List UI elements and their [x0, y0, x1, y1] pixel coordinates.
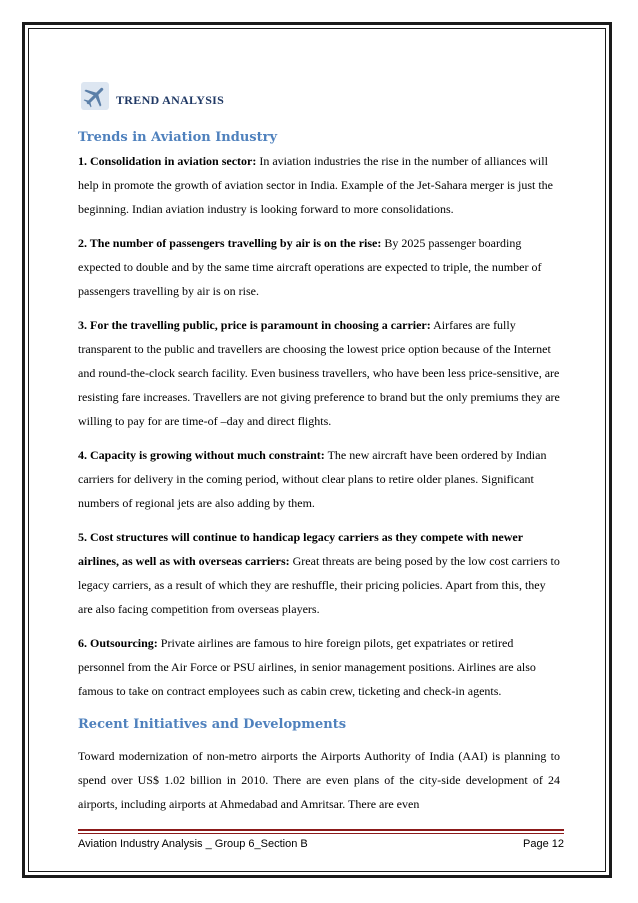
trend-item-6: [78, 631, 560, 703]
airplane-icon: [80, 81, 110, 111]
section-heading: TREND ANALYSIS: [116, 92, 225, 107]
trend-analysis-heading: [80, 78, 560, 114]
trend-item-3: [78, 313, 560, 433]
footer-document-title: Aviation Industry Analysis _ Group 6_Section B: [78, 838, 308, 850]
initiatives-paragraph: Toward modernization of non-metro airports the Airports Authority of India (AAI) is planning to spend over US$ 1.02 billion in 2010. There are even plans of the city-side development of 24 airports, including airports at Ahmedabad and Amritsar. There are even: [78, 749, 560, 811]
trend-item-text: In aviation industries the rise in the number of alliances will help in promote the growth of aviation sector in India. Example of the Jet-Sahara merger is just the beginning. Indian aviation industry is looking forward to more consolidations.: [78, 154, 553, 216]
trend-item-label: 2. The number of passengers travelling by air is on the rise:: [78, 236, 382, 250]
trend-item-text: The new aircraft have been ordered by Indian carriers for delivery in the coming period, without clear plans to retire older planes. Significant numbers of regional jets are also adding by them.: [78, 448, 547, 510]
trend-item-1: [78, 149, 560, 221]
trend-item-text: By 2025 passenger boarding expected to double and by the same time aircraft operations are expected to triple, the number of passengers travelling by air is on rise.: [78, 236, 542, 298]
trend-item-label: 6. Outsourcing:: [78, 636, 158, 650]
trend-item-label: 5. Cost structures will continue to handicap legacy carriers as they compete with newer airlines, as well as with overseas carriers:: [78, 530, 523, 568]
trend-item-text: Private airlines are famous to hire foreign pilots, get expatriates or retired personnel from the Air Force or PSU airlines, in senior management positions. Airlines are also famous to take on contract employees such as cabin crew, ticketing and check-in agents.: [78, 636, 536, 698]
page-footer: [78, 838, 564, 854]
trend-item-label: 3. For the travelling public, price is paramount in choosing a carrier:: [78, 318, 431, 332]
page-content: [78, 78, 560, 816]
trend-item-text: Great threats are being posed by the low cost carriers to legacy carriers, as a result of which they are reshuffle, their pricing policies. Apart from this, they are also facing competition from overseas players.: [78, 554, 560, 616]
trend-item-2: [78, 231, 560, 303]
trend-item-4: [78, 443, 560, 515]
trend-item-text: Airfares are fully transparent to the public and travellers are choosing the lowest price option because of the Internet and round-the-clock search facility. Even business travellers, who have been less price-sensitive, are resisting fare increases. Travellers are not giving preference to brand but the only premiums they are willing to pay for are time-of –day and direct flights.: [78, 318, 560, 428]
trend-item-5: [78, 525, 560, 621]
footer-divider-thin: [78, 833, 564, 834]
initiatives-title: Recent Initiatives and Developments: [78, 717, 347, 732]
footer-divider: [78, 829, 564, 831]
trend-item-label: 4. Capacity is growing without much constraint:: [78, 448, 325, 462]
trend-item-label: 1. Consolidation in aviation sector:: [78, 154, 257, 168]
trends-title: Trends in Aviation Industry: [78, 130, 278, 145]
footer-page-number: Page 12: [523, 838, 564, 850]
